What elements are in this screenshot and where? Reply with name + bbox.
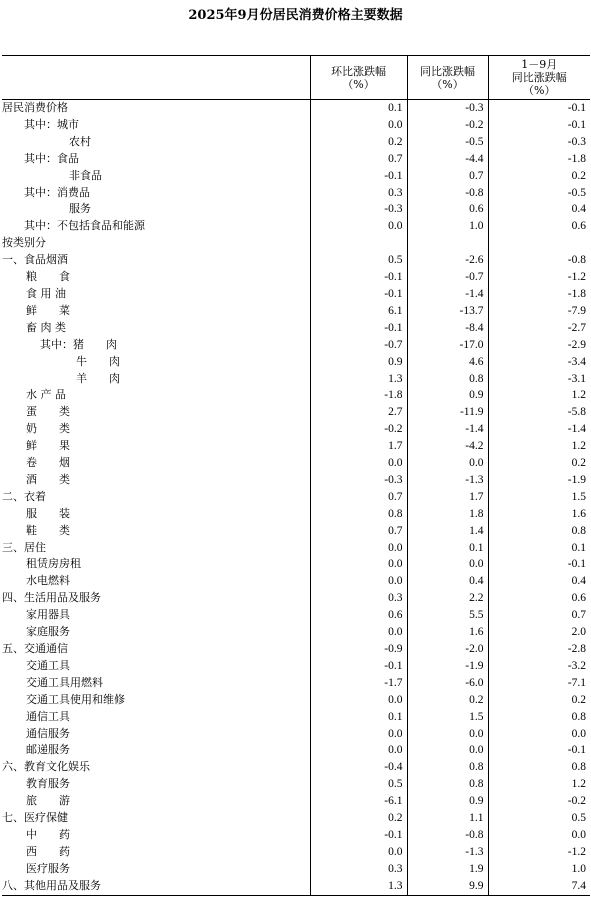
cell-mom: 0.5	[310, 252, 407, 269]
row-label: 畜 肉 类	[26, 320, 66, 334]
cell-yoy: 1.0	[407, 218, 488, 235]
cell-yoy: 0.8	[407, 776, 488, 793]
row-label: 其中：消费品	[24, 185, 90, 199]
row-label: 服 装	[26, 506, 70, 520]
cell-mom: -1.8	[310, 387, 407, 404]
cell-yoy: -0.8	[407, 827, 488, 844]
cell-mom: 0.2	[310, 134, 407, 151]
header-mom	[310, 56, 407, 100]
cell-mom: -0.9	[310, 641, 407, 658]
cell-mom: 0.0	[310, 742, 407, 759]
cell-mom: 0.0	[310, 218, 407, 235]
cell-mom: -0.1	[310, 827, 407, 844]
cell-yoy: -2.0	[407, 641, 488, 658]
cell-yoy: -11.9	[407, 404, 488, 421]
table-row	[2, 404, 590, 421]
cell-ytd: -3.2	[488, 658, 590, 675]
row-label: 粮 食	[26, 270, 70, 284]
row-label: 租赁房房租	[26, 557, 81, 571]
cell-mom: 0.7	[310, 523, 407, 540]
cell-yoy: 0.9	[407, 387, 488, 404]
cell-yoy: 1.6	[407, 624, 488, 641]
table-row	[2, 675, 590, 692]
cell-ytd: 0.8	[488, 759, 590, 776]
table-body	[2, 100, 590, 896]
cell-yoy: 1.9	[407, 861, 488, 878]
table-row	[2, 556, 590, 573]
cell-ytd: -0.3	[488, 134, 590, 151]
row-label: 卷 烟	[26, 456, 70, 470]
cell-mom: 0.3	[310, 590, 407, 607]
cell-mom: 0.1	[310, 709, 407, 726]
cpi-table	[2, 55, 590, 896]
cell-yoy: 4.6	[407, 354, 488, 371]
cell-ytd: -5.8	[488, 404, 590, 421]
row-label: 家庭服务	[26, 625, 70, 639]
cell-ytd: -0.1	[488, 117, 590, 134]
cell-ytd: -0.5	[488, 185, 590, 202]
cell-mom: -6.1	[310, 793, 407, 810]
cell-mom: 2.7	[310, 404, 407, 421]
table-row	[2, 590, 590, 607]
cell-mom: -0.1	[310, 320, 407, 337]
table-row	[2, 776, 590, 793]
table-row	[2, 523, 590, 540]
cell-ytd: -1.8	[488, 151, 590, 168]
cell-ytd: 0.5	[488, 810, 590, 827]
cell-yoy: 0.1	[407, 540, 488, 557]
cell-ytd: 0.1	[488, 540, 590, 557]
row-label: 其中：食品	[24, 151, 79, 165]
row-label: 其中：猪 肉	[40, 337, 117, 351]
cell-mom: 0.0	[310, 455, 407, 472]
cell-yoy: -1.4	[407, 286, 488, 303]
table-row	[2, 151, 590, 168]
table-row	[2, 201, 590, 218]
cell-mom: 0.8	[310, 506, 407, 523]
cell-mom	[310, 235, 407, 252]
cell-mom: -0.2	[310, 421, 407, 438]
table-row	[2, 218, 590, 235]
cell-ytd: 0.8	[488, 523, 590, 540]
cell-yoy: 0.0	[407, 455, 488, 472]
cell-mom: -0.1	[310, 269, 407, 286]
row-label: 其中：不包括食品和能源	[24, 219, 145, 233]
table-row	[2, 607, 590, 624]
cell-mom: 0.0	[310, 692, 407, 709]
table-row	[2, 692, 590, 709]
cell-ytd: 0.6	[488, 590, 590, 607]
cell-mom: 0.0	[310, 117, 407, 134]
cell-mom: -0.1	[310, 658, 407, 675]
cell-yoy: -0.2	[407, 117, 488, 134]
row-label: 二、衣着	[2, 489, 46, 503]
table-row	[2, 438, 590, 455]
header-ytd-line2: 同比涨跌幅	[511, 71, 567, 84]
cell-ytd: 1.2	[488, 438, 590, 455]
row-label: 交通工具	[26, 658, 70, 672]
cell-yoy: 0.0	[407, 742, 488, 759]
table-row	[2, 658, 590, 675]
cell-ytd: -1.4	[488, 421, 590, 438]
header-mom-line1: 环比涨跌幅	[331, 64, 386, 78]
header-mom-line2: （%）	[342, 77, 375, 91]
cell-ytd: -1.2	[488, 269, 590, 286]
row-label: 七、医疗保健	[2, 811, 68, 825]
cell-ytd: -3.4	[488, 354, 590, 371]
cell-yoy: 0.8	[407, 371, 488, 388]
cell-mom: 0.0	[310, 624, 407, 641]
header-row	[2, 56, 590, 100]
cell-mom: 0.2	[310, 810, 407, 827]
cell-mom: 0.7	[310, 489, 407, 506]
cell-yoy: -4.4	[407, 151, 488, 168]
cell-ytd: -2.9	[488, 337, 590, 354]
row-label: 水电燃料	[26, 574, 70, 588]
cell-ytd: -0.2	[488, 793, 590, 810]
header-item	[2, 56, 310, 100]
row-label: 其中：城市	[24, 117, 79, 131]
cell-yoy: -4.2	[407, 438, 488, 455]
row-label: 通信工具	[26, 709, 70, 723]
row-label: 水 产 品	[26, 388, 66, 402]
cell-ytd: -0.8	[488, 252, 590, 269]
row-label: 五、交通通信	[2, 642, 68, 655]
table-row	[2, 320, 590, 337]
table-row	[2, 844, 590, 861]
cell-yoy: -0.7	[407, 269, 488, 286]
row-label: 旅 游	[26, 794, 70, 808]
cell-ytd: 1.2	[488, 776, 590, 793]
cell-mom: 6.1	[310, 303, 407, 320]
header-yoy	[407, 56, 488, 100]
cell-yoy: 0.0	[407, 556, 488, 573]
cell-ytd	[488, 235, 590, 252]
cell-ytd: 0.0	[488, 726, 590, 743]
table-row	[2, 337, 590, 354]
table-row	[2, 117, 590, 134]
cell-mom: 0.0	[310, 844, 407, 861]
cell-yoy: -8.4	[407, 320, 488, 337]
cell-ytd: 0.7	[488, 607, 590, 624]
cell-mom: 0.1	[310, 100, 407, 117]
cell-mom: 1.3	[310, 371, 407, 388]
row-label: 中 药	[26, 827, 70, 841]
cell-ytd: 2.0	[488, 624, 590, 641]
cell-mom: -0.1	[310, 286, 407, 303]
cell-ytd: 7.4	[488, 878, 590, 895]
row-label: 交通工具用燃料	[26, 675, 103, 689]
table-row	[2, 709, 590, 726]
cell-ytd: -0.1	[488, 100, 590, 117]
cell-mom: 0.9	[310, 354, 407, 371]
row-label: 鞋 类	[26, 523, 70, 537]
table-row	[2, 235, 590, 252]
row-label: 鲜 果	[26, 439, 70, 453]
cell-yoy: -17.0	[407, 337, 488, 354]
cell-ytd: 0.4	[488, 573, 590, 590]
cell-yoy: -0.3	[407, 100, 488, 117]
cell-ytd: 1.6	[488, 506, 590, 523]
cell-mom: 0.3	[310, 185, 407, 202]
cell-yoy: -1.9	[407, 658, 488, 675]
row-label: 服务	[69, 202, 91, 216]
cell-mom: 0.0	[310, 573, 407, 590]
row-label: 西 药	[26, 844, 70, 858]
cell-yoy: 9.9	[407, 878, 488, 895]
row-label: 食 用 油	[26, 286, 66, 300]
table-row	[2, 168, 590, 185]
cell-yoy: 0.0	[407, 726, 488, 743]
row-label: 鲜 菜	[26, 303, 70, 317]
cell-yoy: -0.8	[407, 185, 488, 202]
cell-mom: -1.7	[310, 675, 407, 692]
cell-yoy: 1.5	[407, 709, 488, 726]
cell-ytd: -7.1	[488, 675, 590, 692]
cell-yoy: 0.8	[407, 759, 488, 776]
row-label: 邮递服务	[26, 743, 70, 757]
cell-ytd: 0.2	[488, 692, 590, 709]
cell-ytd: -0.1	[488, 556, 590, 573]
table-row	[2, 286, 590, 303]
row-label: 按类别分	[2, 236, 46, 250]
cell-mom: 0.3	[310, 861, 407, 878]
row-label: 非食品	[69, 168, 102, 182]
row-label: 医疗服务	[26, 861, 70, 875]
table-row	[2, 793, 590, 810]
cell-mom: -0.3	[310, 201, 407, 218]
table-row	[2, 421, 590, 438]
row-label: 教育服务	[26, 777, 70, 791]
cell-mom: 1.3	[310, 878, 407, 895]
cell-yoy: 0.9	[407, 793, 488, 810]
table-row	[2, 387, 590, 404]
header-ytd-line1: 1－9月	[521, 58, 558, 71]
cell-yoy	[407, 235, 488, 252]
table-row	[2, 878, 590, 895]
cell-yoy: 0.7	[407, 168, 488, 185]
page-title: 2025年9月份居民消费价格主要数据	[188, 8, 403, 23]
cell-yoy: 1.4	[407, 523, 488, 540]
cell-yoy: 1.7	[407, 489, 488, 506]
table-row	[2, 861, 590, 878]
cell-yoy: -1.4	[407, 421, 488, 438]
cell-ytd: -1.9	[488, 472, 590, 489]
cell-ytd: 1.0	[488, 861, 590, 878]
table-row	[2, 455, 590, 472]
header-yoy-line2: （%）	[431, 77, 464, 91]
table-row	[2, 252, 590, 269]
cell-mom: -0.3	[310, 472, 407, 489]
cell-ytd: 0.0	[488, 827, 590, 844]
row-label: 酒 类	[26, 472, 70, 486]
table-row	[2, 641, 590, 658]
cell-yoy: -1.3	[407, 472, 488, 489]
header-ytd	[488, 56, 590, 100]
table-row	[2, 489, 590, 506]
cell-mom: 0.7	[310, 151, 407, 168]
cell-ytd: -1.8	[488, 286, 590, 303]
row-label: 奶 类	[26, 422, 70, 436]
cell-mom: 0.0	[310, 540, 407, 557]
row-label: 牛 肉	[76, 354, 120, 368]
cell-yoy: 0.6	[407, 201, 488, 218]
table-row	[2, 810, 590, 827]
row-label: 六、教育文化娱乐	[2, 760, 90, 774]
cell-mom: 0.5	[310, 776, 407, 793]
row-label: 居民消费价格	[2, 101, 68, 114]
cell-ytd: 1.5	[488, 489, 590, 506]
row-label: 通信服务	[26, 726, 70, 740]
table-row	[2, 540, 590, 557]
table-row	[2, 134, 590, 151]
table-row	[2, 354, 590, 371]
cell-ytd: -2.8	[488, 641, 590, 658]
cell-ytd: 0.2	[488, 455, 590, 472]
cell-yoy: 2.2	[407, 590, 488, 607]
table-row	[2, 472, 590, 489]
table-row	[2, 100, 590, 117]
cell-yoy: -13.7	[407, 303, 488, 320]
cell-yoy: 5.5	[407, 607, 488, 624]
row-label: 三、居住	[2, 540, 46, 554]
cell-mom: 0.0	[310, 726, 407, 743]
cell-ytd: -1.2	[488, 844, 590, 861]
cell-ytd: 0.6	[488, 218, 590, 235]
cell-mom: -0.1	[310, 168, 407, 185]
table-row	[2, 506, 590, 523]
table-row	[2, 185, 590, 202]
cell-yoy: -0.5	[407, 134, 488, 151]
row-label: 蛋 类	[26, 405, 70, 419]
cell-mom: -0.4	[310, 759, 407, 776]
cell-ytd: 0.2	[488, 168, 590, 185]
cell-ytd: -2.7	[488, 320, 590, 337]
row-label: 八、其他用品及服务	[2, 878, 310, 895]
table-row	[2, 269, 590, 286]
table-row	[2, 742, 590, 759]
cell-yoy: 0.2	[407, 692, 488, 709]
cell-ytd: 0.4	[488, 201, 590, 218]
cell-yoy: -1.3	[407, 844, 488, 861]
row-label: 家用器具	[26, 608, 70, 622]
table-row	[2, 624, 590, 641]
cell-ytd: 1.2	[488, 387, 590, 404]
table-row	[2, 573, 590, 590]
cell-yoy: -2.6	[407, 252, 488, 269]
header-ytd-line3: （%）	[523, 84, 556, 97]
row-label: 一、食品烟酒	[2, 253, 68, 267]
cell-mom: 1.7	[310, 438, 407, 455]
cell-ytd: -3.1	[488, 371, 590, 388]
cell-ytd: 0.8	[488, 709, 590, 726]
row-label: 农村	[69, 134, 91, 148]
cell-yoy: 1.1	[407, 810, 488, 827]
cell-yoy: -6.0	[407, 675, 488, 692]
row-label: 交通工具使用和维修	[26, 692, 125, 706]
cell-mom: -0.7	[310, 337, 407, 354]
cell-ytd: -7.9	[488, 303, 590, 320]
table-row	[2, 759, 590, 776]
cell-ytd: -0.1	[488, 742, 590, 759]
row-label: 羊 肉	[76, 371, 120, 385]
cell-yoy: 1.8	[407, 506, 488, 523]
table-row	[2, 303, 590, 320]
cell-mom: 0.0	[310, 556, 407, 573]
table-row	[2, 371, 590, 388]
row-label: 四、生活用品及服务	[2, 591, 101, 605]
cell-mom: 0.6	[310, 607, 407, 624]
table-row	[2, 726, 590, 743]
cell-yoy: 0.4	[407, 573, 488, 590]
table-row	[2, 827, 590, 844]
header-yoy-line1: 同比涨跌幅	[420, 64, 475, 78]
